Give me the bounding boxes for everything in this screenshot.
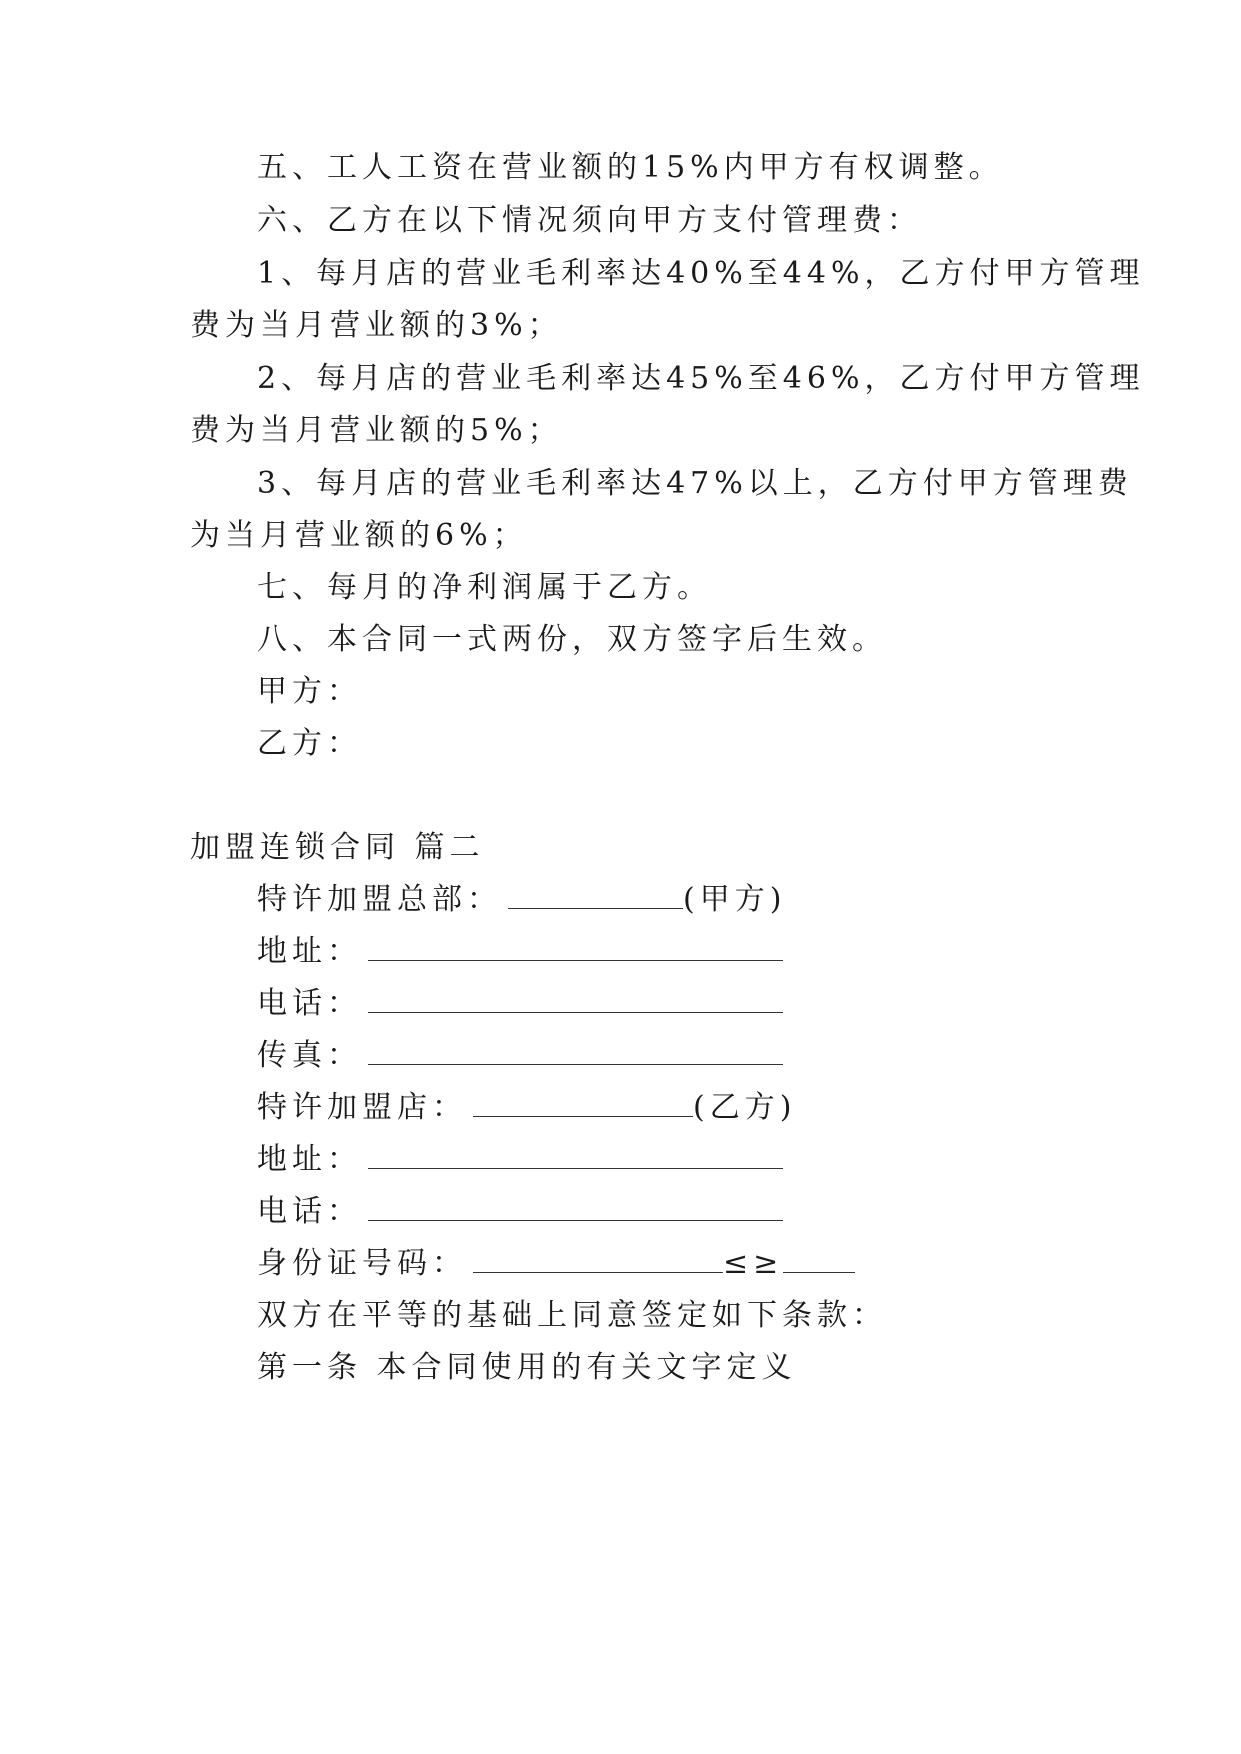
clause-6-sub1-line2: 费为当月营业额的3%； (190, 308, 563, 343)
section-heading: 加盟连锁合同 篇二 (190, 830, 485, 865)
id-number-blank[interactable] (473, 1244, 723, 1273)
clause-6: 六、乙方在以下情况须向甲方支付管理费： (257, 203, 922, 238)
clause-6-sub2-line1: 2、每月店的营业毛利率达45%至46%，乙方付甲方管理 (257, 361, 1145, 396)
store-phone-blank[interactable] (368, 1192, 783, 1221)
party-a-signature: 甲方： (257, 674, 362, 709)
hq-phone-blank[interactable] (368, 984, 783, 1013)
hq-address-blank[interactable] (368, 932, 783, 961)
hq-fax-row (257, 1036, 783, 1076)
clause-8: 八、本合同一式两份，双方签字后生效。 (257, 622, 887, 657)
franchise-hq-label: 特许加盟总部： (257, 882, 502, 917)
franchise-hq-blank[interactable] (508, 880, 683, 909)
article-1-title: 第一条 本合同使用的有关文字定义 (257, 1350, 797, 1385)
hq-fax-blank[interactable] (368, 1036, 783, 1065)
id-number-label: 身份证号码： (257, 1246, 467, 1281)
franchise-store-blank[interactable] (473, 1088, 693, 1117)
clause-6-sub3-line2: 为当月营业额的6%； (190, 518, 528, 553)
clause-6-sub3-line1: 3、每月店的营业毛利率达47%以上，乙方付甲方管理费 (257, 466, 1133, 501)
clause-7: 七、每月的净利润属于乙方。 (257, 570, 712, 605)
store-phone-label: 电话： (257, 1194, 362, 1229)
clause-6-sub1-line1: 1、每月店的营业毛利率达40%至44%，乙方付甲方管理 (257, 256, 1145, 291)
store-phone-row (257, 1192, 783, 1232)
id-number-blank-end[interactable] (783, 1244, 855, 1273)
clause-6-sub2-line2: 费为当月营业额的5%； (190, 413, 563, 448)
franchise-hq-row (257, 880, 786, 920)
id-number-row (257, 1244, 855, 1284)
franchise-store-row (257, 1088, 796, 1128)
hq-fax-label: 传真： (257, 1038, 362, 1073)
store-address-label: 地址： (257, 1142, 362, 1177)
hq-address-row (257, 932, 783, 972)
hq-phone-row (257, 984, 783, 1024)
agreement-statement: 双方在平等的基础上同意签定如下条款： (257, 1298, 887, 1333)
id-number-symbols: ≤≥ (723, 1246, 784, 1281)
store-address-row (257, 1140, 783, 1180)
party-b-signature: 乙方： (257, 726, 362, 761)
clause-5: 五、工人工资在营业额的15%内甲方有权调整。 (257, 150, 1004, 185)
franchise-hq-suffix: (甲方) (683, 882, 787, 917)
store-address-blank[interactable] (368, 1140, 783, 1169)
hq-phone-label: 电话： (257, 986, 362, 1021)
franchise-store-label: 特许加盟店： (257, 1090, 467, 1125)
franchise-store-suffix: (乙方) (693, 1090, 797, 1125)
hq-address-label: 地址： (257, 934, 362, 969)
